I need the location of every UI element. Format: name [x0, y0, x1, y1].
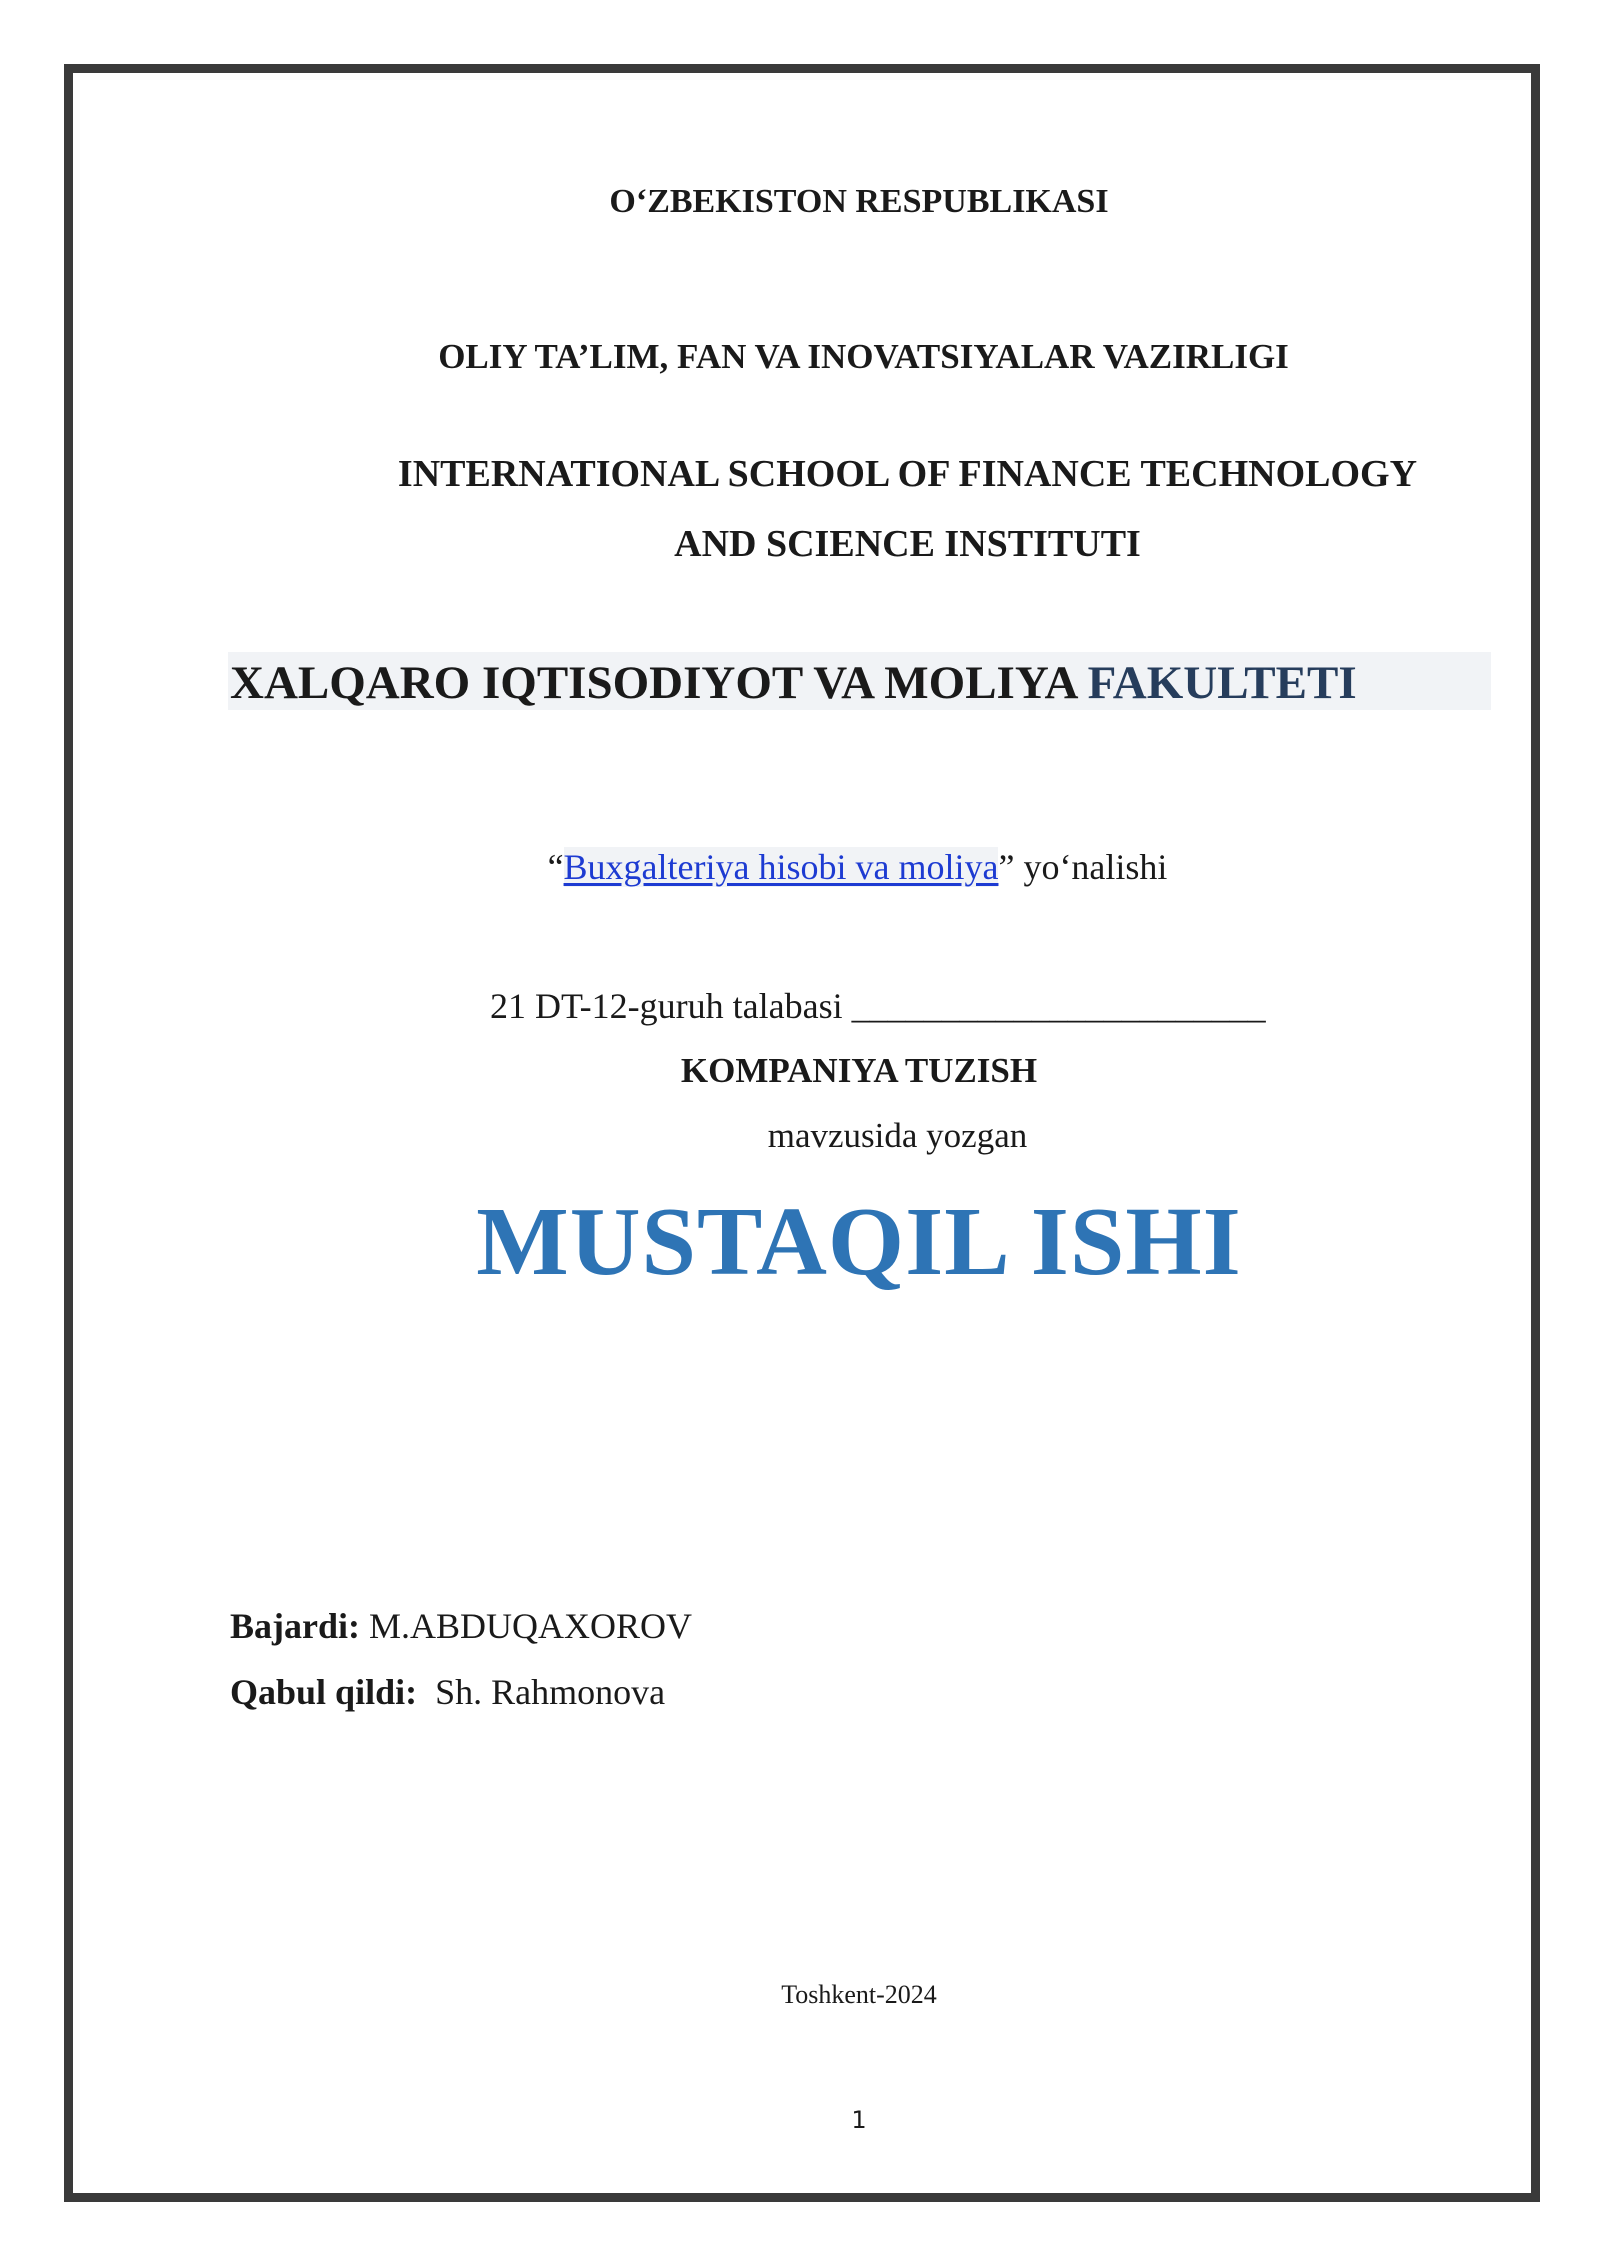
faculty-suffix: FAKULTETI [1087, 657, 1357, 709]
direction-open-quote: “ [547, 847, 564, 887]
main-title: MUSTAQIL ISHI [476, 1188, 1242, 1296]
faculty-heading [230, 656, 1357, 710]
republic-heading: O‘ZBEKISTON RESPUBLIKASI [609, 183, 1109, 220]
topic-title: KOMPANIYA TUZISH [680, 1051, 1038, 1090]
student-line [490, 985, 1266, 1027]
faculty-name: XALQARO IQTISODIYOT VA MOLIYA [230, 657, 1088, 709]
student-name-blank: _______________________ [851, 986, 1266, 1026]
city-year: Toshkent-2024 [781, 1980, 937, 2009]
written-about-text: mavzusida yozgan [767, 1116, 1028, 1155]
receiver-label: Qabul qildi: [230, 1672, 418, 1712]
direction-suffix: ” yo‘nalishi [998, 847, 1168, 887]
direction-link[interactable]: Buxgalteriya hisobi va moliya [563, 847, 999, 887]
ministry-heading: OLIY TA’LIM, FAN VA INOVATSIYALAR VAZIRLIGI [438, 337, 1289, 376]
student-group: 21 DT-12-guruh talabasi [490, 986, 852, 1026]
page-number: 1 [851, 2106, 867, 2134]
direction-line [0, 846, 1600, 888]
performer-label: Bajardi: [230, 1606, 360, 1646]
performer-name: M.ABDUQAXOROV [360, 1606, 693, 1646]
performer-line [230, 1605, 692, 1647]
receiver-line [230, 1671, 665, 1713]
receiver-name: Sh. Rahmonova [417, 1672, 666, 1712]
institute-heading-line2: AND SCIENCE INSTITUTI [674, 523, 1141, 565]
institute-heading-line1: INTERNATIONAL SCHOOL OF FINANCE TECHNOLOGY [397, 453, 1418, 495]
